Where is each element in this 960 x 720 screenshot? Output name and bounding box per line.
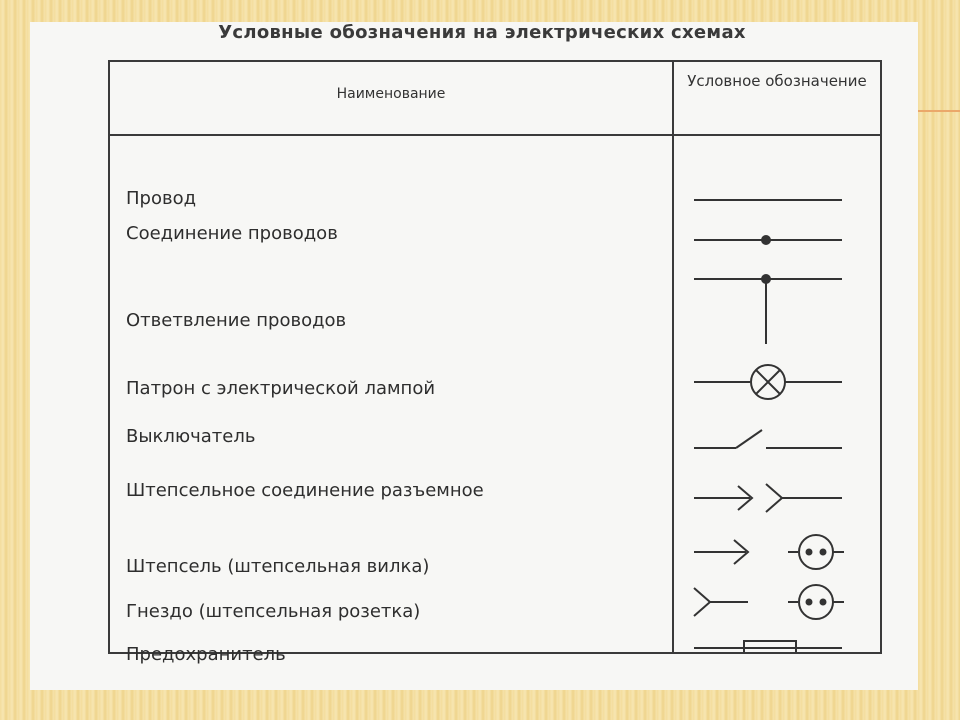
symbols-table [108, 60, 882, 665]
header-name: Наименование [336, 86, 446, 102]
row-label-lamp: Патрон с электрической лампой [126, 378, 436, 399]
slide [30, 22, 918, 690]
row-label-switch: Выключатель [126, 426, 256, 447]
wire-branch-symbol [694, 275, 842, 344]
plug-connection-symbol [694, 484, 842, 512]
plug-symbol [694, 535, 844, 569]
lamp-symbol [694, 365, 842, 399]
row-label-wire: Провод [126, 188, 197, 209]
switch-symbol [694, 430, 842, 448]
header-symbol: Условное обозначение [687, 72, 867, 90]
symbols-column [674, 136, 880, 652]
row-label-junction: Соединение проводов [126, 223, 338, 244]
wire-junction-symbol [694, 236, 842, 244]
row-label-branch: Ответвление проводов [126, 310, 347, 331]
fuse-symbol [694, 641, 842, 652]
page-title: Условные обозначения на электрических схемах [218, 22, 746, 43]
decorative-accent-line [918, 110, 960, 112]
row-label-plug: Штепсель (штепсельная вилка) [126, 556, 430, 577]
row-label-socket: Гнездо (штепсельная розетка) [126, 601, 421, 622]
row-label-fuse: Предохранитель [126, 644, 286, 665]
row-label-plug-connection: Штепсельное соединение разъемное [126, 480, 484, 501]
socket-symbol [694, 585, 844, 619]
